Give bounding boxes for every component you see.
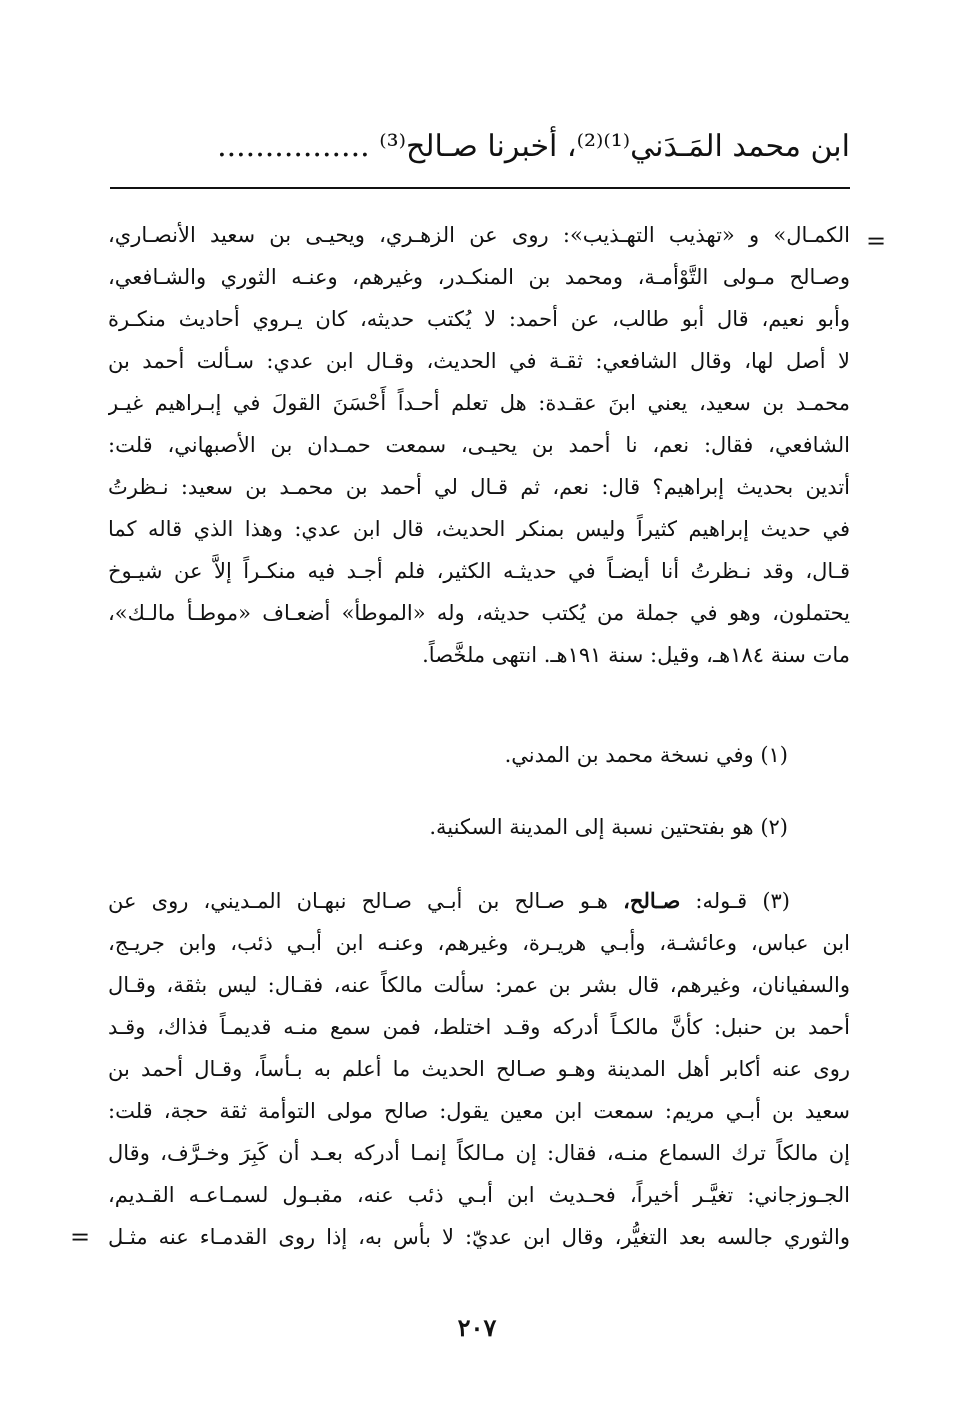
- note-line: محمـد بن سعيد، يعني ابنَ عقـدة: هل تعلم أحـداً أَحْسَنَ القولَ في إبـراهيم غيـر: [108, 391, 850, 415]
- note-line: أحمد بن حنبل: كأنَّ مالكـاً أدركه وقـد اختلط، فمن سمع منـه قديمـاً فذاك، وقـد: [108, 1015, 850, 1039]
- note-line: والثوري جالسه بعد التغيُّر، وقال ابن عديّ: لا بأس به، إذا روى القدمـاء عنه مثـل: [108, 1225, 850, 1249]
- note-line: مات سنة ١٨٤هـ، وقيل: سنة ١٩١هـ. انتهى ملخَّصاً.: [422, 643, 850, 667]
- footnote-3: [108, 880, 850, 1258]
- note-line: الجـوزجاني: تغيَّـر أخيراً، فحـديث ابن أبـي ذئب عنه، مقبـول لسمـاعـه القـديم،: [108, 1183, 850, 1207]
- footnote-3-rest: هـو صـالح بن أبـي صـالح نبهـان المـديني، روى عن: [108, 889, 609, 913]
- note-line: لا أصل لها، وقال الشافعي: ثقـة في الحديث، وقـال ابن عدي: سـألت أحمد بن: [108, 349, 850, 373]
- page-number: ٢٠٧: [457, 1313, 497, 1342]
- note-line: والسفيانان، وغيرهم، قال بشر بن عمر: سألت مالكاً عنه، فقـال: ليس بثقة، وقـال: [108, 973, 850, 997]
- note-line: قـال، وقد نـظرتُ أنا أيضـاً في حديثـه الكثير، فلم أجـد فيه منكـراً إلاَّ عن شيـوخ: [108, 559, 850, 583]
- note-line: روى عنه أكابر أهل المدينة وهـو صـالح الحديث ما أعلم به بـأساً، وقـال أحمد بن: [108, 1057, 850, 1081]
- footnote-3-keyword: صـالح،: [623, 888, 681, 913]
- continued-note: [108, 214, 850, 676]
- footnote-3-lead: (٣) قـوله:: [695, 889, 790, 913]
- note-line: الشافعي، فقال: نعم، نا أحمد بن يحيـى، سمعت حمـدان بن الأصبهاني، قلت:: [108, 433, 850, 457]
- footnote-text: وفي نسخة محمد بن المدني.: [504, 743, 754, 767]
- header-text: ابن محمد المَـدَني⁽¹⁾⁽²⁾، أخبرنا صـالح⁽³⁾: [379, 129, 850, 164]
- running-text-line: [110, 122, 850, 172]
- footnote-marker: (٢): [760, 815, 788, 839]
- note-line: سعيد بن أبـي مريم: سمعت ابن معين يقول: صالح مولى التوأمة ثقة حجة، قلت:: [108, 1099, 850, 1123]
- note-line: في حديث إبراهيم كثيراً وليس بمنكر الحديث، قال ابن عدي: وهذا الذي قاله كما: [108, 517, 850, 541]
- continuation-mark-top: =: [866, 227, 887, 255]
- header-dots: ................: [217, 129, 370, 164]
- note-line: يحتملون، وهو في جملة من يُكتب حديثه، وله «الموطأ» أضعـاف «موطـأ مالـك»،: [108, 601, 850, 625]
- note-line: أتدين بحديث إبراهيم؟ قال: نعم، ثم قـال لي أحمد بن محمـد بن سعيد: نـظرتُ: [108, 475, 850, 499]
- note-line: ابن عباس، وعائشـة، وأبـي هريـرة، وغيرهم، وعنـه ابن أبـي ذئب، وابن جريـج،: [108, 931, 850, 955]
- note-line: وصـالح مـولى التَّوْأمـة، ومحمد بن المنكـدر، وغيرهم، وعنـه الثوري والشـافعي،: [108, 265, 850, 289]
- footnote-marker: (١): [760, 743, 788, 767]
- footnote-separator-rule: [110, 187, 850, 189]
- continuation-mark-bottom: =: [70, 1223, 91, 1251]
- note-line: إن مالكاً ترك السماع منـه، فقال: إن مـالكاً إنمـا أدركه بعـد أن كَبِرَ وخـرَّف، وقال: [108, 1141, 850, 1165]
- footnote-2: [108, 806, 788, 848]
- footnote-1: [108, 734, 788, 776]
- footnote-text: هو بفتحتين نسبة إلى المدينة السكنية.: [429, 815, 754, 839]
- note-line: وأبو نعيم، قال أبو طالب، عن أحمد: لا يُكتب حديثه، كان يـروي أحاديث منكـرة: [108, 307, 850, 331]
- footnote-3-first-line: [108, 880, 850, 922]
- note-line: الكمـال» و «تهذيب التهـذيب»: روى عن الزهـري، ويحيـى بن سعيد الأنصـاري،: [108, 223, 850, 247]
